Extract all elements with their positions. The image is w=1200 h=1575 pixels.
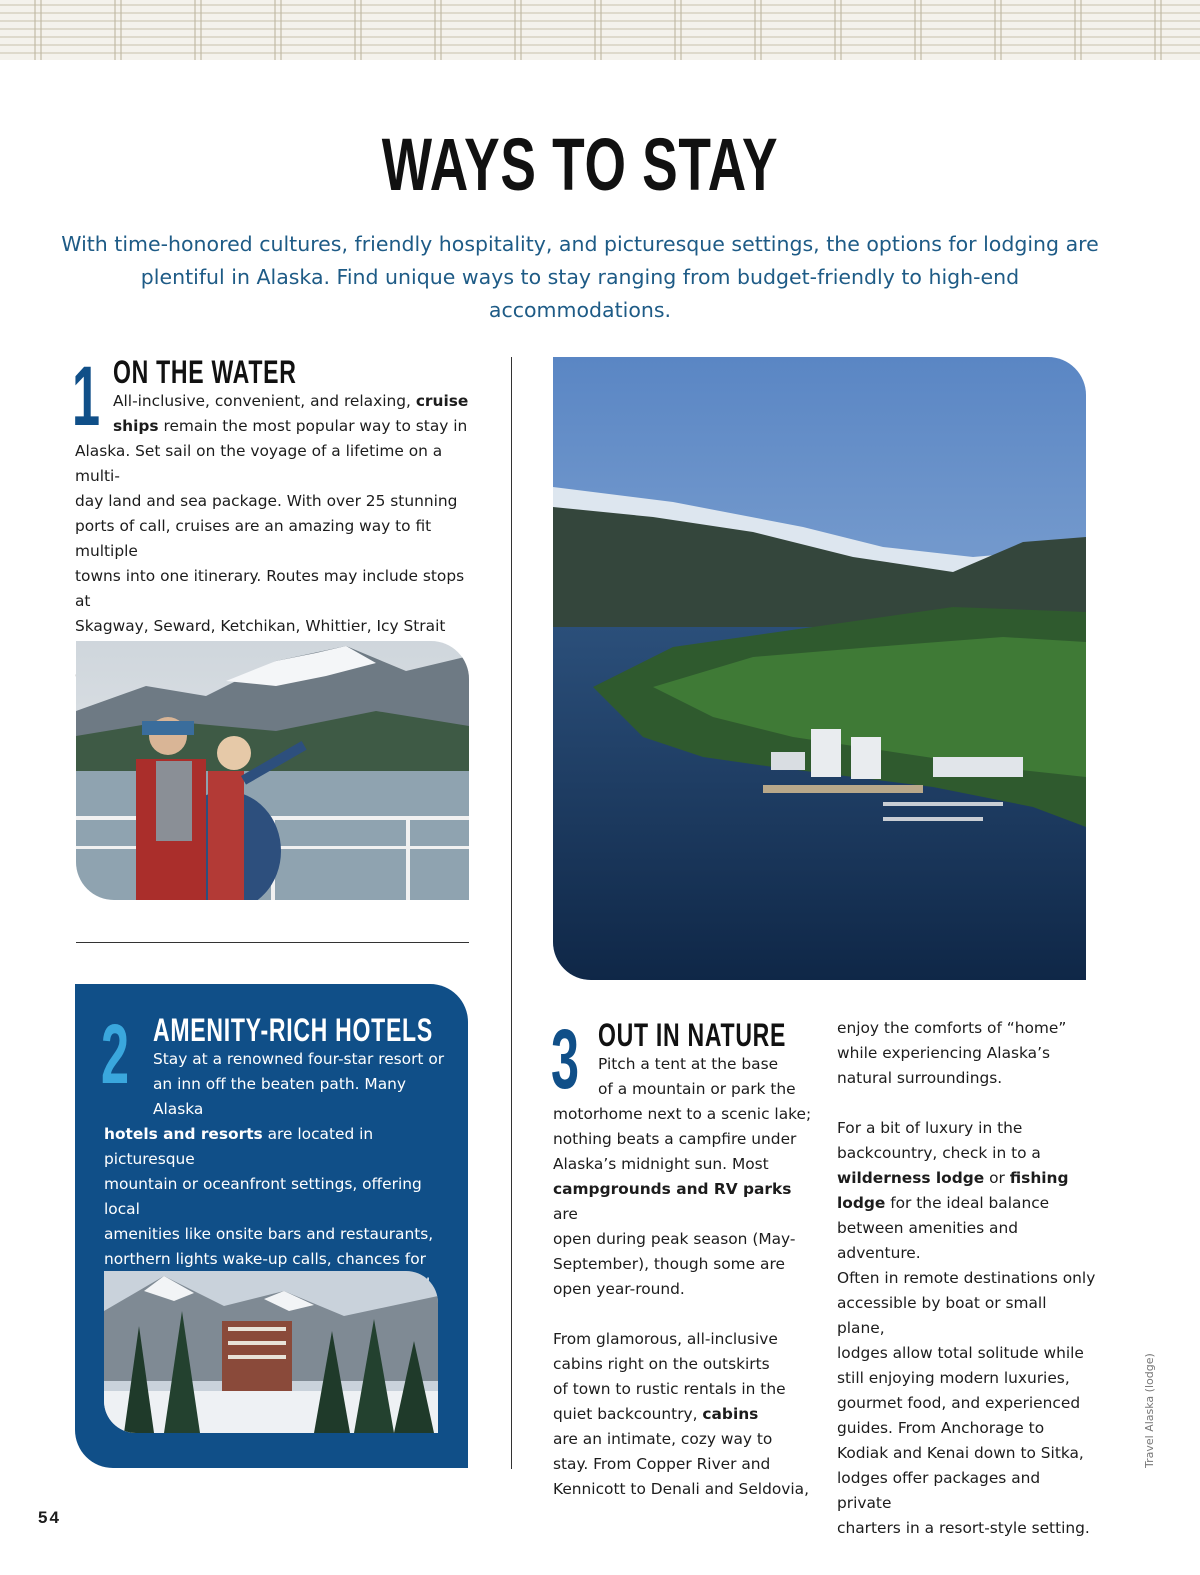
text-bold: lodge [837, 1194, 886, 1212]
text-suffix: are [553, 1205, 578, 1223]
text-line [837, 1191, 1097, 1216]
text-prefix: nothing beats a campfire under [553, 1130, 797, 1148]
text-line [553, 1477, 813, 1502]
text-prefix: amenities like onsite bars and restaurants, [104, 1225, 434, 1243]
text-line [837, 1391, 1097, 1416]
text-line [75, 564, 475, 614]
text-prefix: Kodiak and Kenai down to Sitka, [837, 1444, 1084, 1462]
text-line [553, 1127, 813, 1152]
text-prefix: Pitch a tent at the base [598, 1055, 779, 1073]
photo-credit: Travel Alaska (lodge) [1143, 1353, 1156, 1468]
text-prefix: Often in remote destinations only [837, 1269, 1096, 1287]
text-line [75, 439, 475, 489]
text-line [104, 1247, 454, 1272]
text-prefix: still enjoying modern luxuries, [837, 1369, 1070, 1387]
text-prefix: charters in a resort-style setting. [837, 1519, 1090, 1537]
text-line [837, 1216, 1097, 1266]
text-line [837, 1341, 1097, 1366]
section-body-nature-col2 [837, 1016, 1097, 1541]
text-line [553, 1252, 813, 1277]
text-prefix: while experiencing Alaska’s [837, 1044, 1051, 1062]
text-line [837, 1366, 1097, 1391]
text-prefix: mountain or oceanfront settings, offering local [104, 1175, 422, 1218]
text-prefix: towns into one itinerary. Routes may include stops at [75, 567, 465, 610]
text-line [553, 1377, 813, 1402]
text-prefix: between amenities and adventure. [837, 1219, 1019, 1262]
text-line [553, 1402, 813, 1427]
text-line [553, 1302, 813, 1327]
text-suffix: for the ideal balance [885, 1194, 1050, 1212]
text-bold: ships [113, 417, 159, 435]
text-prefix: Alaska. Set sail on the voyage of a lifetime on a multi- [75, 442, 443, 485]
text-line [837, 1041, 1097, 1066]
text-line [837, 1266, 1097, 1291]
text-prefix: open during peak season (May- [553, 1230, 796, 1248]
text-prefix: stay. From Copper River and [553, 1455, 771, 1473]
text-line [837, 1466, 1097, 1516]
text-line [553, 1277, 813, 1302]
text-prefix: Stay at a renowned four-star resort or [153, 1050, 445, 1068]
text-prefix: All-inclusive, convenient, and relaxing, [113, 392, 416, 410]
text-line [837, 1291, 1097, 1341]
text-prefix: Skagway, Seward, Ketchikan, Whittier, Icy Strait [75, 617, 446, 635]
text-prefix: gourmet food, and experienced [837, 1394, 1081, 1412]
text-bold: campgrounds and RV parks [553, 1180, 792, 1198]
text-prefix: ports of call, cruises are an amazing way to fit multiple [75, 517, 432, 560]
text-prefix: open year-round. [553, 1280, 685, 1298]
text-line [837, 1441, 1097, 1466]
cruise-couple-photo [76, 641, 469, 900]
text-prefix: September), though some are [553, 1255, 785, 1273]
text-line [837, 1166, 1097, 1191]
text-line [553, 1427, 813, 1452]
wilderness-lodge-photo [553, 357, 1086, 980]
text-line [104, 1172, 454, 1222]
text-line [553, 1177, 813, 1227]
text-prefix: accessible by boat or small plane, [837, 1294, 1047, 1337]
text-line [553, 1052, 813, 1077]
text-prefix: guides. From Anchorage to [837, 1419, 1045, 1437]
section-heading-water: ON THE WATER [113, 354, 297, 390]
text-bold: cabins [702, 1405, 759, 1423]
text-bold: fishing [1009, 1169, 1069, 1187]
text-line [553, 1227, 813, 1252]
section-body-nature-col1 [553, 1052, 813, 1502]
text-line [104, 1072, 454, 1122]
text-prefix: lodges offer packages and private [837, 1469, 1041, 1512]
intro-text [60, 228, 1100, 327]
text-line [553, 1102, 813, 1127]
section-number-3: 3 [551, 1012, 580, 1106]
page-title: WAYS TO STAY [381, 123, 779, 206]
text-prefix: enjoy the comforts of “home” [837, 1019, 1067, 1037]
text-prefix: an inn off the beaten path. Many Alaska [153, 1075, 406, 1118]
text-prefix: natural surroundings. [837, 1069, 1003, 1087]
text-bold: wilderness lodge [837, 1169, 985, 1187]
text-suffix: are located in picturesque [104, 1125, 374, 1168]
text-prefix: motorhome next to a scenic lake; [553, 1105, 812, 1123]
text-line [75, 414, 475, 439]
text-line [553, 1352, 813, 1377]
text-line [553, 1452, 813, 1477]
text-prefix: of a mountain or park the [598, 1080, 796, 1098]
intro-line-1: With time-honored cultures, friendly hospitality, and picturesque settings, the options for lodging are [61, 232, 1099, 256]
text-prefix: are an intimate, cozy way to [553, 1430, 773, 1448]
section-divider [76, 942, 469, 943]
decorative-pattern-band [0, 0, 1200, 60]
hotel-photo [104, 1271, 438, 1433]
text-prefix: For a bit of luxury in the [837, 1119, 1023, 1137]
text-prefix: day land and sea package. With over 25 stunning [75, 492, 458, 510]
text-line [837, 1116, 1097, 1141]
text-line [75, 514, 475, 564]
text-prefix: From glamorous, all-inclusive [553, 1330, 778, 1348]
text-prefix: lodges allow total solitude while [837, 1344, 1084, 1362]
text-line [837, 1066, 1097, 1091]
text-line [104, 1222, 454, 1247]
text-prefix: of town to rustic rentals in the [553, 1380, 786, 1398]
text-bold: cruise [415, 392, 469, 410]
section-heading-hotels: AMENITY-RICH HOTELS [153, 1012, 433, 1048]
intro-line-2: plentiful in Alaska. Find unique ways to stay ranging from budget-friendly to high-end accommodations. [140, 265, 1020, 322]
text-line [75, 489, 475, 514]
section-number-2: 2 [101, 1007, 130, 1101]
text-prefix: Alaska’s midnight sun. Most [553, 1155, 769, 1173]
text-line [837, 1016, 1097, 1041]
text-suffix: or [984, 1169, 1010, 1187]
page-number: 54 [38, 1508, 61, 1527]
text-line [553, 1152, 813, 1177]
text-prefix: cabins right on the outskirts [553, 1355, 770, 1373]
text-line [837, 1141, 1097, 1166]
text-line [553, 1077, 813, 1102]
text-line [553, 1327, 813, 1352]
text-line [104, 1122, 454, 1172]
text-prefix: Kennicott to Denali and Seldovia, [553, 1480, 809, 1498]
section-number-1: 1 [72, 349, 101, 443]
text-prefix: quiet backcountry, [553, 1405, 703, 1423]
text-line [837, 1516, 1097, 1541]
text-bold: hotels and resorts [104, 1125, 263, 1143]
text-line [75, 389, 475, 414]
text-line [104, 1047, 454, 1072]
text-prefix: backcountry, check in to a [837, 1144, 1041, 1162]
section-heading-nature: OUT IN NATURE [598, 1017, 787, 1053]
column-divider [511, 357, 512, 1469]
text-suffix: remain the most popular way to stay in [158, 417, 468, 435]
text-line [837, 1091, 1097, 1116]
text-prefix: northern lights wake-up calls, chances for [104, 1250, 426, 1268]
text-line [837, 1416, 1097, 1441]
